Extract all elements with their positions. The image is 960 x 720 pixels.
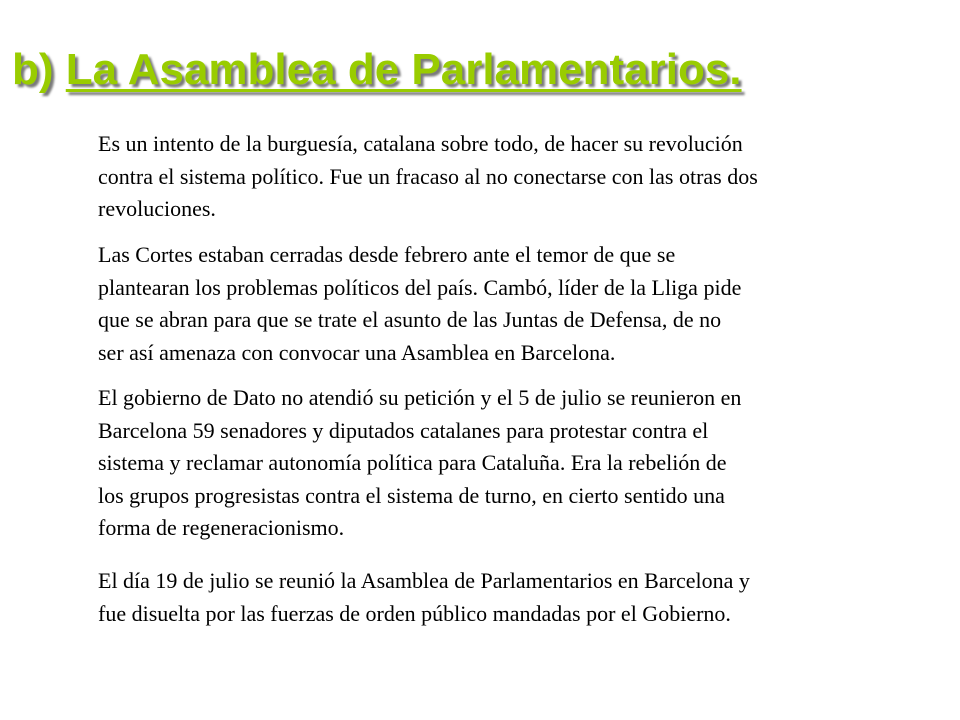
slide-title (12, 40, 742, 100)
paragraph-19-julio: El día 19 de julio se reunió la Asamblea de Parlamentarios en Barcelona y fue disuelta por las fuerzas de orden público mandadas por el Gobierno. (98, 568, 750, 626)
paragraph-intro: Es un intento de la burguesía, catalana sobre todo, de hacer su revolución contra el sistema político. Fue un fracaso al no conectarse con las otras dos revoluciones. (98, 131, 758, 221)
title-text: La Asamblea de Parlamentarios. (65, 45, 742, 94)
title-prefix: b) (12, 45, 66, 94)
paragraph-gobierno-dato: El gobierno de Dato no atendió su petición y el 5 de julio se reunieron en Barcelona 59 senadores y diputados catalanes para protestar contra el sistema y reclamar autonomía política para Cataluña. Era la rebelión de los grupos progresistas contra el sistema de turno, en cierto sentido una forma de regeneracionismo. (98, 385, 742, 540)
paragraph-cortes: Las Cortes estaban cerradas desde febrero ante el temor de que se plantearan los problemas políticos del país. Cambó, líder de la Lliga pide que se abran para que se trate el asunto de las Juntas de Defensa, de no ser así amenaza con convocar una Asamblea en Barcelona. (98, 242, 742, 365)
